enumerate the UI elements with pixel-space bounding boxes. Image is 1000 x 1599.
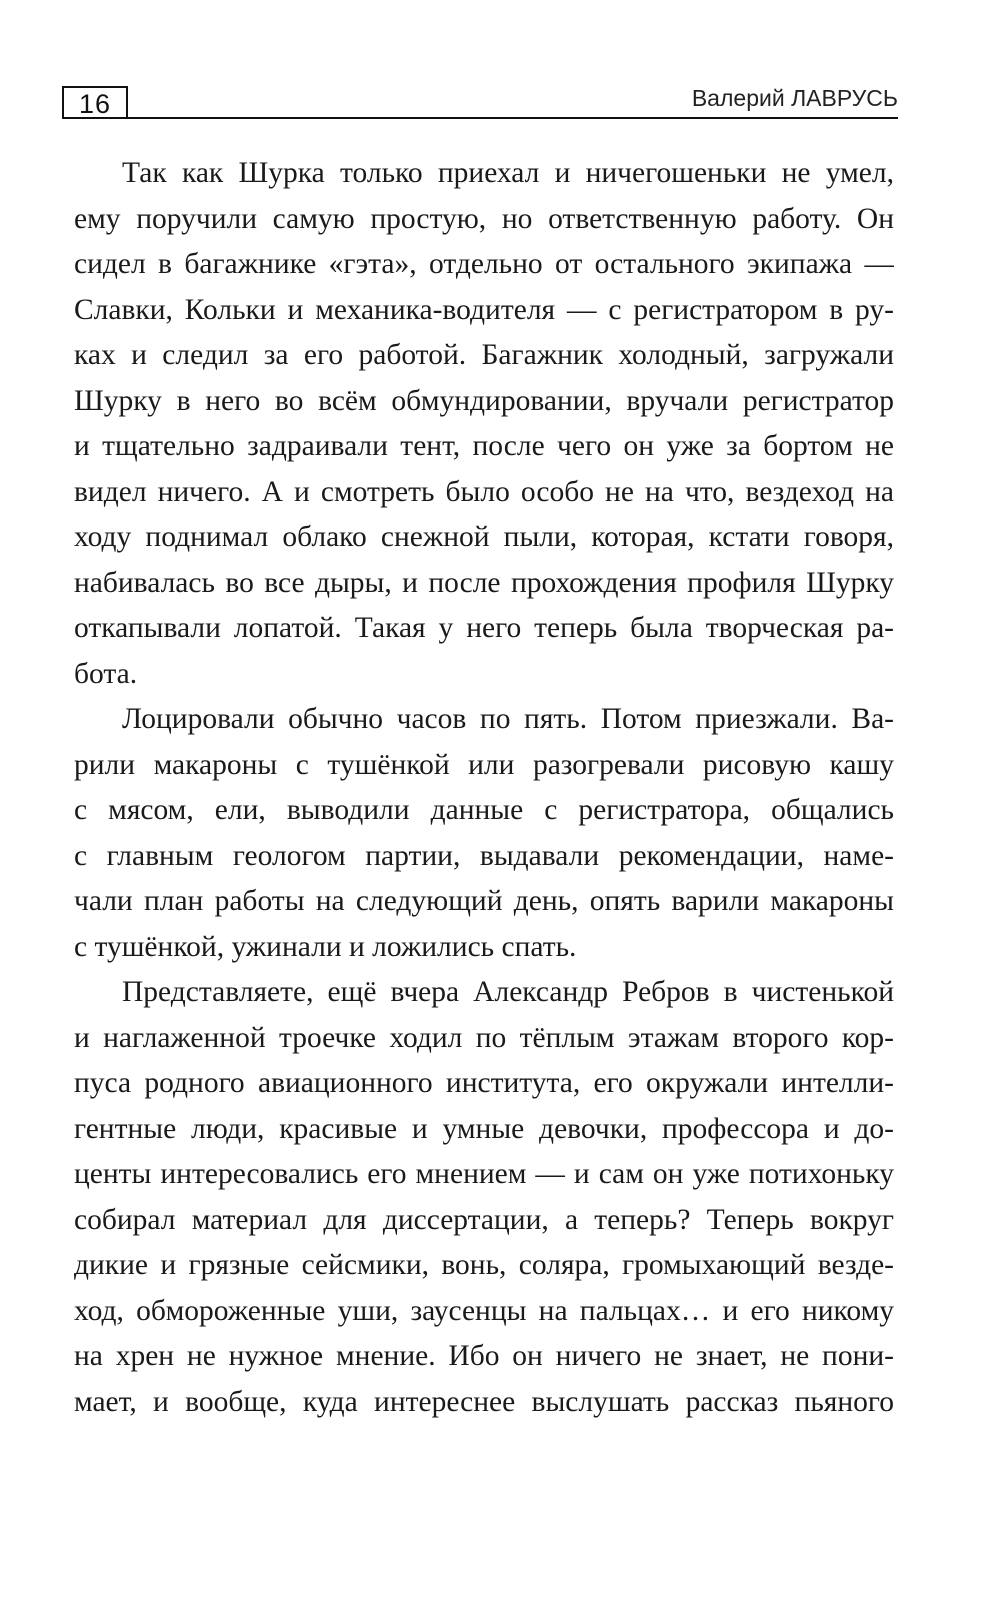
text-line: дикие и грязные сейсмики, вонь, соляра, громыхающий везде- <box>74 1249 894 1281</box>
text-line: с тушёнкой, ужинали и ложились спать. <box>74 930 577 963</box>
text-line: ках и следил за его работой. Багажник холодный, загружали <box>74 339 894 371</box>
text-line: Представляете, ещё вчера Александр Ребров в чистенькой <box>122 976 894 1008</box>
paragraph-1 <box>74 151 894 697</box>
text-line: и тщательно задраивали тент, после чего он уже за бортом не <box>74 430 894 462</box>
text-line: Шурку в него во всём обмундировании, вручали регистратор <box>74 384 894 417</box>
text-line: на хрен не нужное мнение. Ибо он ничего не знает, не пони- <box>74 1340 894 1372</box>
paragraph-3 <box>74 970 894 1425</box>
text-line: ход, обмороженные уши, заусенцы на пальцах… и его никому <box>74 1294 894 1327</box>
body-text <box>74 151 894 1425</box>
text-line: сидел в багажнике «гэта», отдельно от остального экипажа — <box>74 248 894 280</box>
text-line: рили макароны с тушёнкой или разогревали рисовую кашу <box>74 748 894 781</box>
text-line: откапывали лопатой. Такая у него теперь была творческая ра- <box>74 612 894 644</box>
text-line: ходу поднимал облако снежной пыли, которая, кстати говоря, <box>74 521 894 553</box>
text-line: Лоцировали обычно часов по пять. Потом приезжали. Ва- <box>122 703 894 735</box>
text-line: мает, и вообще, куда интереснее выслушать рассказ пьяного <box>74 1385 894 1418</box>
text-line: чали план работы на следующий день, опять варили макароны <box>74 885 894 917</box>
header-rule <box>128 117 898 119</box>
text-line: пуса родного авиационного института, его окружали интелли- <box>74 1067 894 1099</box>
text-line: с главным геологом партии, выдавали рекомендации, наме- <box>74 839 894 872</box>
text-line: центы интересовались его мнением — и сам он уже потихоньку <box>74 1158 894 1190</box>
text-line: Славки, Кольки и механика-водителя — с регистратором в ру- <box>74 293 894 326</box>
text-line: видел ничего. А и смотреть было особо не на что, вездеход на <box>74 475 894 508</box>
running-head-author: Валерий ЛАВРУСЬ <box>691 85 898 111</box>
text-line: Так как Шурка только приехал и ничегошеньки не умел, <box>122 157 894 189</box>
page-number: 16 <box>78 89 112 119</box>
text-line: и наглаженной троечке ходил по тёплым этажам второго кор- <box>74 1021 894 1054</box>
text-line: бота. <box>74 657 138 690</box>
paragraph-2 <box>74 697 894 970</box>
text-line: набивалась во все дыры, и после прохождения профиля Шурку <box>74 566 894 599</box>
text-line: ему поручили самую простую, но ответственную работу. Он <box>74 202 894 235</box>
text-line: собирал материал для диссертации, а теперь? Теперь вокруг <box>74 1203 894 1236</box>
text-line: с мясом, ели, выводили данные с регистратора, общались <box>74 794 894 826</box>
text-line: гентные люди, красивые и умные девочки, профессора и до- <box>74 1112 894 1145</box>
page-number-box <box>62 86 128 119</box>
page-header <box>62 80 898 120</box>
